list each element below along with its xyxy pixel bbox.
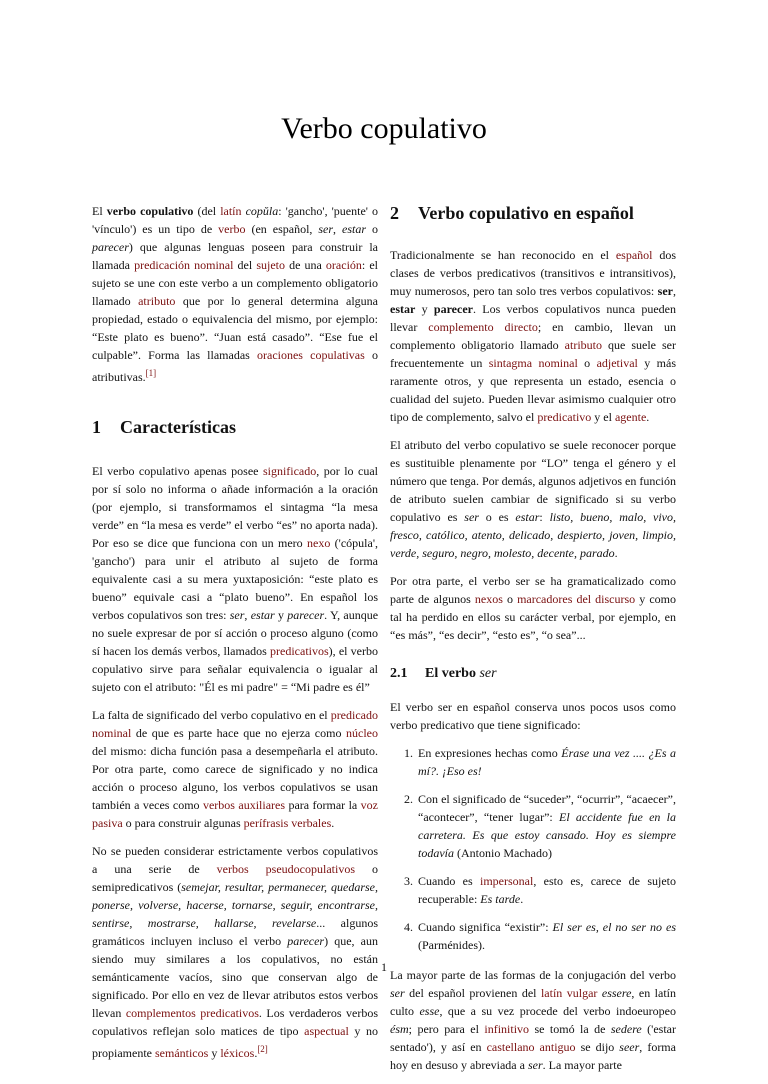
link-infinitivo[interactable]: infinitivo [484,1022,530,1036]
section-2-heading [390,202,676,224]
link-latin-vulgar[interactable]: latín vulgar [540,986,598,1000]
sec1-paragraph-2 [92,706,378,832]
text: . Los verdaderos verbos copulativos reflejan solo matices de tipo [92,1006,378,1038]
text: ), el verbo copulativo sirve para señalar equivalencia o igualar al sujeto con el atributo: "Él es mi padre" = “Mi padre es él” [92,644,378,694]
usage-list [390,744,676,954]
link-adjetival[interactable]: adjetival [596,356,638,370]
reference-1[interactable]: [1] [145,368,157,378]
bold-term: verbo copulativo [106,204,194,218]
text: ('estar sentado'), y así en [390,1022,676,1054]
text: y el [591,410,615,424]
sec2-paragraph-2 [390,436,676,562]
section-title: Verbo copulativo en español [418,203,634,223]
text: del mismo: dicha función pasa a desempeñarla el atributo. Por otra parte, como carece de significado y no indica acción o proceso alguno, los verbos copulativos se usan también a veces como [92,744,378,812]
subsection-2-1-heading [390,664,676,684]
link-impersonal[interactable]: impersonal [480,874,534,888]
italic-term: seer [619,1040,640,1054]
link-complemento-directo[interactable]: complemento directo [428,320,538,334]
text: que por lo general determina alguna propiedad, estado o equivalencia del mismo, por ejemplo: “Este plato es bueno”. “Juan está casado”. “Ese fue el culpable”. Forma las llamadas [92,294,379,362]
italic-term: esse [419,1004,440,1018]
link-semanticos[interactable]: semánticos [154,1046,209,1060]
italic-term: sedere [610,1022,642,1036]
link-marcadores-del-discurso[interactable]: marcadores del discurso [517,592,636,606]
italic-term: ser [390,986,405,1000]
reference-2[interactable]: [2] [257,1044,268,1054]
italic-example: Érase una vez .... ¿Es a mí?. ¡Eso es! [418,746,676,778]
link-nexo[interactable]: nexo [307,536,331,550]
link-agente[interactable]: agente [614,410,647,424]
text: . [614,546,618,560]
text: o semipredicativos ( [92,862,379,894]
link-predicado-nominal[interactable]: predicado nominal [92,708,378,740]
link-predicativo[interactable]: predicativo [537,410,592,424]
left-column [92,202,378,1072]
text: o es [478,510,516,524]
text: se tomó la de [529,1022,611,1036]
sub21-paragraph-1: El verbo ser en español conserva unos pocos usos como verbo predicativo que tiene significado: [390,700,676,732]
link-sintagma-nominal[interactable]: sintagma nominal [488,356,578,370]
text: Cuando significa “existir”: [418,920,553,934]
link-oraciones-copulativas[interactable]: oraciones copulativas [257,348,365,362]
link-nexos[interactable]: nexos [474,592,503,606]
link-castellano-antiguo[interactable]: castellano antiguo [486,1040,576,1054]
text: dos clases de verbos predicativos (transitivos e intransitivos), muy numerosos, pero tan solo tres verbos copulativos: [390,248,677,298]
italic-example: Es tarde [480,892,521,906]
sub21-paragraph-2 [390,966,676,1074]
text: que suele ser frecuentemente un [390,338,676,370]
text: . Los verbos copulativos nunca pueden llevar [390,302,677,334]
italic-term: ésm [390,1022,409,1036]
text: ('cópula', 'gancho') para unir el atributo al sujeto de forma equivalente casi a su mera yuxtaposición: “este plato es bueno” equivale casi a “plato bueno”. En español los verbos copulativos son tres: [92,536,378,622]
text: , en latín culto [390,986,677,1018]
text: , [333,222,343,236]
sec2-paragraph-3 [390,572,676,644]
link-aspectual[interactable]: aspectual [304,1024,349,1038]
link-latin[interactable]: latín [220,204,242,218]
text: o atributivas. [92,348,378,384]
section-number: 1 [92,417,101,437]
text: : el sujeto se une con este verbo a un complemento obligatorio llamado [92,258,378,308]
section-1-heading [92,416,378,438]
list-item [416,790,676,862]
sec1-paragraph-1 [92,462,378,696]
italic-term: parecer [287,934,325,948]
text: No se pueden considerar estrictamente verbos copulativos a una serie de [92,844,378,876]
text: o [502,592,518,606]
link-espanol[interactable]: español [615,248,653,262]
italic-term: estar [515,510,540,524]
bold-term: ser [657,284,673,298]
text: y no propiamente [92,1024,378,1060]
intro-paragraph [92,202,378,386]
text: o [577,356,597,370]
link-oracion[interactable]: oración [325,258,362,272]
sec2-paragraph-1 [390,246,676,426]
text: Tradicionalmente se han reconocido en el [390,248,616,262]
italic-term: estar [342,222,367,236]
link-significado[interactable]: significado [262,464,317,478]
italic-term: essere [601,986,632,1000]
text: y [415,302,434,316]
italic-term: listo, bueno, malo, vivo, fresco, católico, atento, delicado, despierto, joven, limpio, verde, seguro, negro, molesto, decente, parado [390,510,677,560]
text: : [539,510,550,524]
text: En expresiones hechas como [418,746,562,760]
text: para formar la [285,798,361,812]
link-verbo[interactable]: verbo [218,222,246,236]
text: , que a su vez procede del verbo indoeuropeo [439,1004,676,1018]
text: ) que algunas lenguas poseen para construir la llamada [92,240,378,272]
text: del español provienen del [404,986,541,1000]
italic-term: parecer [287,608,325,622]
italic-term: ser [464,510,479,524]
italic-term: ser [527,1058,543,1072]
link-sujeto[interactable]: sujeto [256,258,285,272]
subsection-number: 2.1 [390,666,408,681]
italic-term: ser [229,608,245,622]
text: La mayor parte de las formas de la conjugación del verbo [390,968,676,982]
link-nucleo[interactable]: núcleo [346,726,378,740]
italic-example: El ser es, el no ser no es [552,920,676,934]
text: y como tal ha perdido en ellos su carácter verbal, por ejemplo, en “es más”, “es decir”, “esto es”, “o sea”... [390,592,677,642]
text: . La mayor parte [542,1058,622,1072]
list-item [416,918,676,954]
text: , [244,608,251,622]
page-number: 1 [381,960,387,974]
text: Con el significado de “suceder”, “ocurrir”, “acaecer”, “acontecer”, “tener lugar”: [418,792,676,824]
italic-term: estar [250,608,275,622]
link-verbos-auxiliares[interactable]: verbos auxiliares [202,798,286,812]
text: . [331,816,335,830]
text: y [274,608,288,622]
text: Por otra parte, el verbo ser se ha gramaticalizado como parte de algunos [390,574,676,606]
text: : 'gancho', 'puente' o 'vínculo') es un tipo de [92,204,378,236]
italic-term: parecer [92,240,129,254]
bold-term: parecer [433,302,473,316]
text: Cuando es [418,874,481,888]
text: ; pero para el [408,1022,485,1036]
bold-term: estar [390,302,416,316]
text: , esto es, carece de sujeto recuperable: [418,874,676,906]
text: ) que, aun siendo muy similares a los copulativos, no están semánticamente vacíos, sino que conservan algo de significado. Por ello en vez de llevar atributos estos verbos llevan [92,934,378,1020]
link-voz-pasiva[interactable]: voz pasiva [92,798,378,830]
link-lexicos[interactable]: léxicos [220,1046,255,1060]
text: (en español, [245,222,319,236]
text: del [233,258,257,272]
italic-term: copŭla [245,204,279,218]
text: , [673,284,676,298]
text: . [254,1046,258,1060]
page-title: Verbo copulativo [281,112,487,145]
text: ; en cambio, llevan un complemento obligatorio llamado [390,320,676,352]
italic-term: semejar, resultar, permanecer, quedarse, ponerse, volverse, hacerse, tornarse, seguir, encontrarse, sentirse, mostrarse, hallarse, revelarse [92,880,378,930]
text: . Y, aunque no suele expresar de por sí acción o proceso alguno (como sí hacen los demás verbos, llamados [92,608,379,658]
text: El verbo copulativo apenas posee [92,464,263,478]
section-number: 2 [390,203,399,223]
text: ... algunos gramáticos incluyen incluso el verbo [92,916,378,948]
text: (del [193,204,221,218]
text: El [92,204,107,218]
link-atributo[interactable]: atributo [138,294,176,308]
italic-term: ser [479,666,497,681]
text: . [520,892,524,906]
text: La falta de significado del verbo copulativo en el [92,708,331,722]
text: , forma hoy en desuso y abreviada a [390,1040,676,1072]
text: . [646,410,650,424]
text: de una [284,258,326,272]
italic-example: El accidente fue en la carretera. Es que estoy cansado. Hoy es siempre todavía [418,810,676,860]
right-column [390,202,676,1084]
text: de que es parte hace que no ejerza como [131,726,346,740]
text: y [208,1046,221,1060]
section-title: Características [120,417,236,437]
subsection-title: El verbo [425,666,480,681]
list-item [416,744,676,780]
link-atributo[interactable]: atributo [564,338,602,352]
italic-term: ser [318,222,334,236]
text: o [366,222,379,236]
text: o para construir algunas [122,816,244,830]
link-complementos-predicativos[interactable]: complementos predicativos [125,1006,259,1020]
link-perifrasis-verbales[interactable]: perífrasis verbales [243,816,332,830]
text: , por lo cual por sí solo no informa o añade información a la oración (por ejemplo, si transformamos el sintagma “la mesa verde” en “la mesa es verde” el verbo “es” no aporta nada). Por eso se dice que funciona con un mero [92,464,378,550]
text: y más raramente otros, y que representa un estado, esencia o cualidad del sujeto. Pueden llevar asimismo cualquier otro tipo de complemento, salvo el [390,356,676,424]
link-predicacion-nominal[interactable]: predicación nominal [134,258,234,272]
text: (Parménides). [418,938,485,952]
text: (Antonio Machado) [454,846,552,860]
link-verbos-pseudocopulativos[interactable]: verbos pseudocopulativos [216,862,355,876]
text: se dijo [575,1040,620,1054]
list-item [416,872,676,908]
sec1-paragraph-3 [92,842,378,1062]
link-predicativos[interactable]: predicativos [270,644,329,658]
text: El atributo del verbo copulativo se suele reconocer porque es sustituible plenamente por “LO” tenga el género y el número que tenga. Por demás, algunos adjetivos en función de atributo suelen cambiar de significado si su verbo copulativo es [390,438,676,524]
